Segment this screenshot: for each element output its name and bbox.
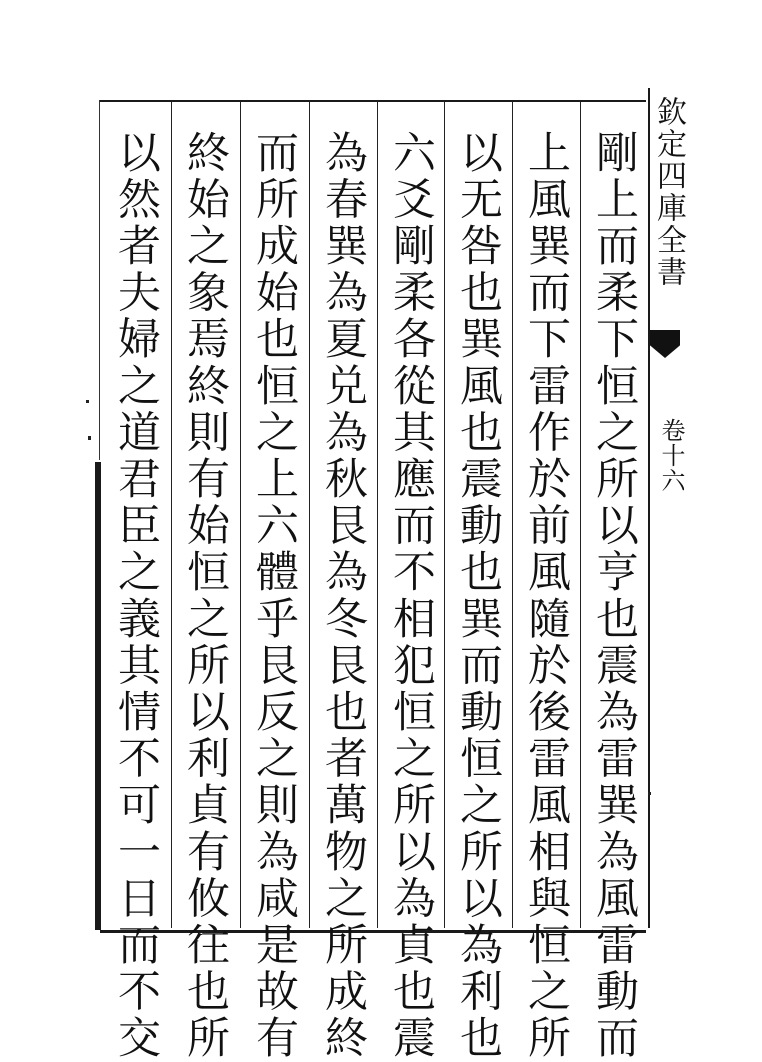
text-column-7: 終始之象焉終則有始恒之所以利貞有攸往也所: [180, 130, 230, 1062]
scan-speck: [88, 436, 91, 440]
text-column-6: 而所成始也恒之上六體乎艮反之則為咸是故有: [249, 130, 299, 1062]
column-rule: [444, 102, 445, 928]
book-title: 欽定四庫全書: [651, 96, 686, 288]
volume-label: 卷十六: [657, 418, 685, 493]
text-column-5: 為春巽為夏兑為秋艮為冬艮也者萬物之所成終: [318, 130, 368, 1062]
column-rule: [240, 102, 241, 928]
column-rule: [309, 102, 310, 928]
text-column-4: 六爻剛柔各從其應而不相犯恒之所以為貞也震: [386, 130, 436, 1062]
column-rule: [377, 102, 378, 928]
column-rule: [580, 102, 581, 928]
text-column-2: 上風巽而下雷作於前風隨於後雷風相與恒之所: [521, 130, 571, 1062]
left-border-bar: [95, 462, 101, 930]
scan-speck: [86, 400, 89, 403]
left-border-line: [99, 100, 100, 460]
scan-speck: [648, 792, 651, 795]
column-rule: [171, 102, 172, 928]
text-column-1: 剛上而柔下恒之所以亨也震為雷巽為風雷動而: [589, 130, 639, 1062]
text-column-3: 以无咎也巽風也震動也巽而動恒之所以為利也: [453, 130, 503, 1062]
text-column-8: 以然者夫婦之道君臣之義其情不可一日而不交: [111, 130, 161, 1062]
column-rule: [512, 102, 513, 928]
